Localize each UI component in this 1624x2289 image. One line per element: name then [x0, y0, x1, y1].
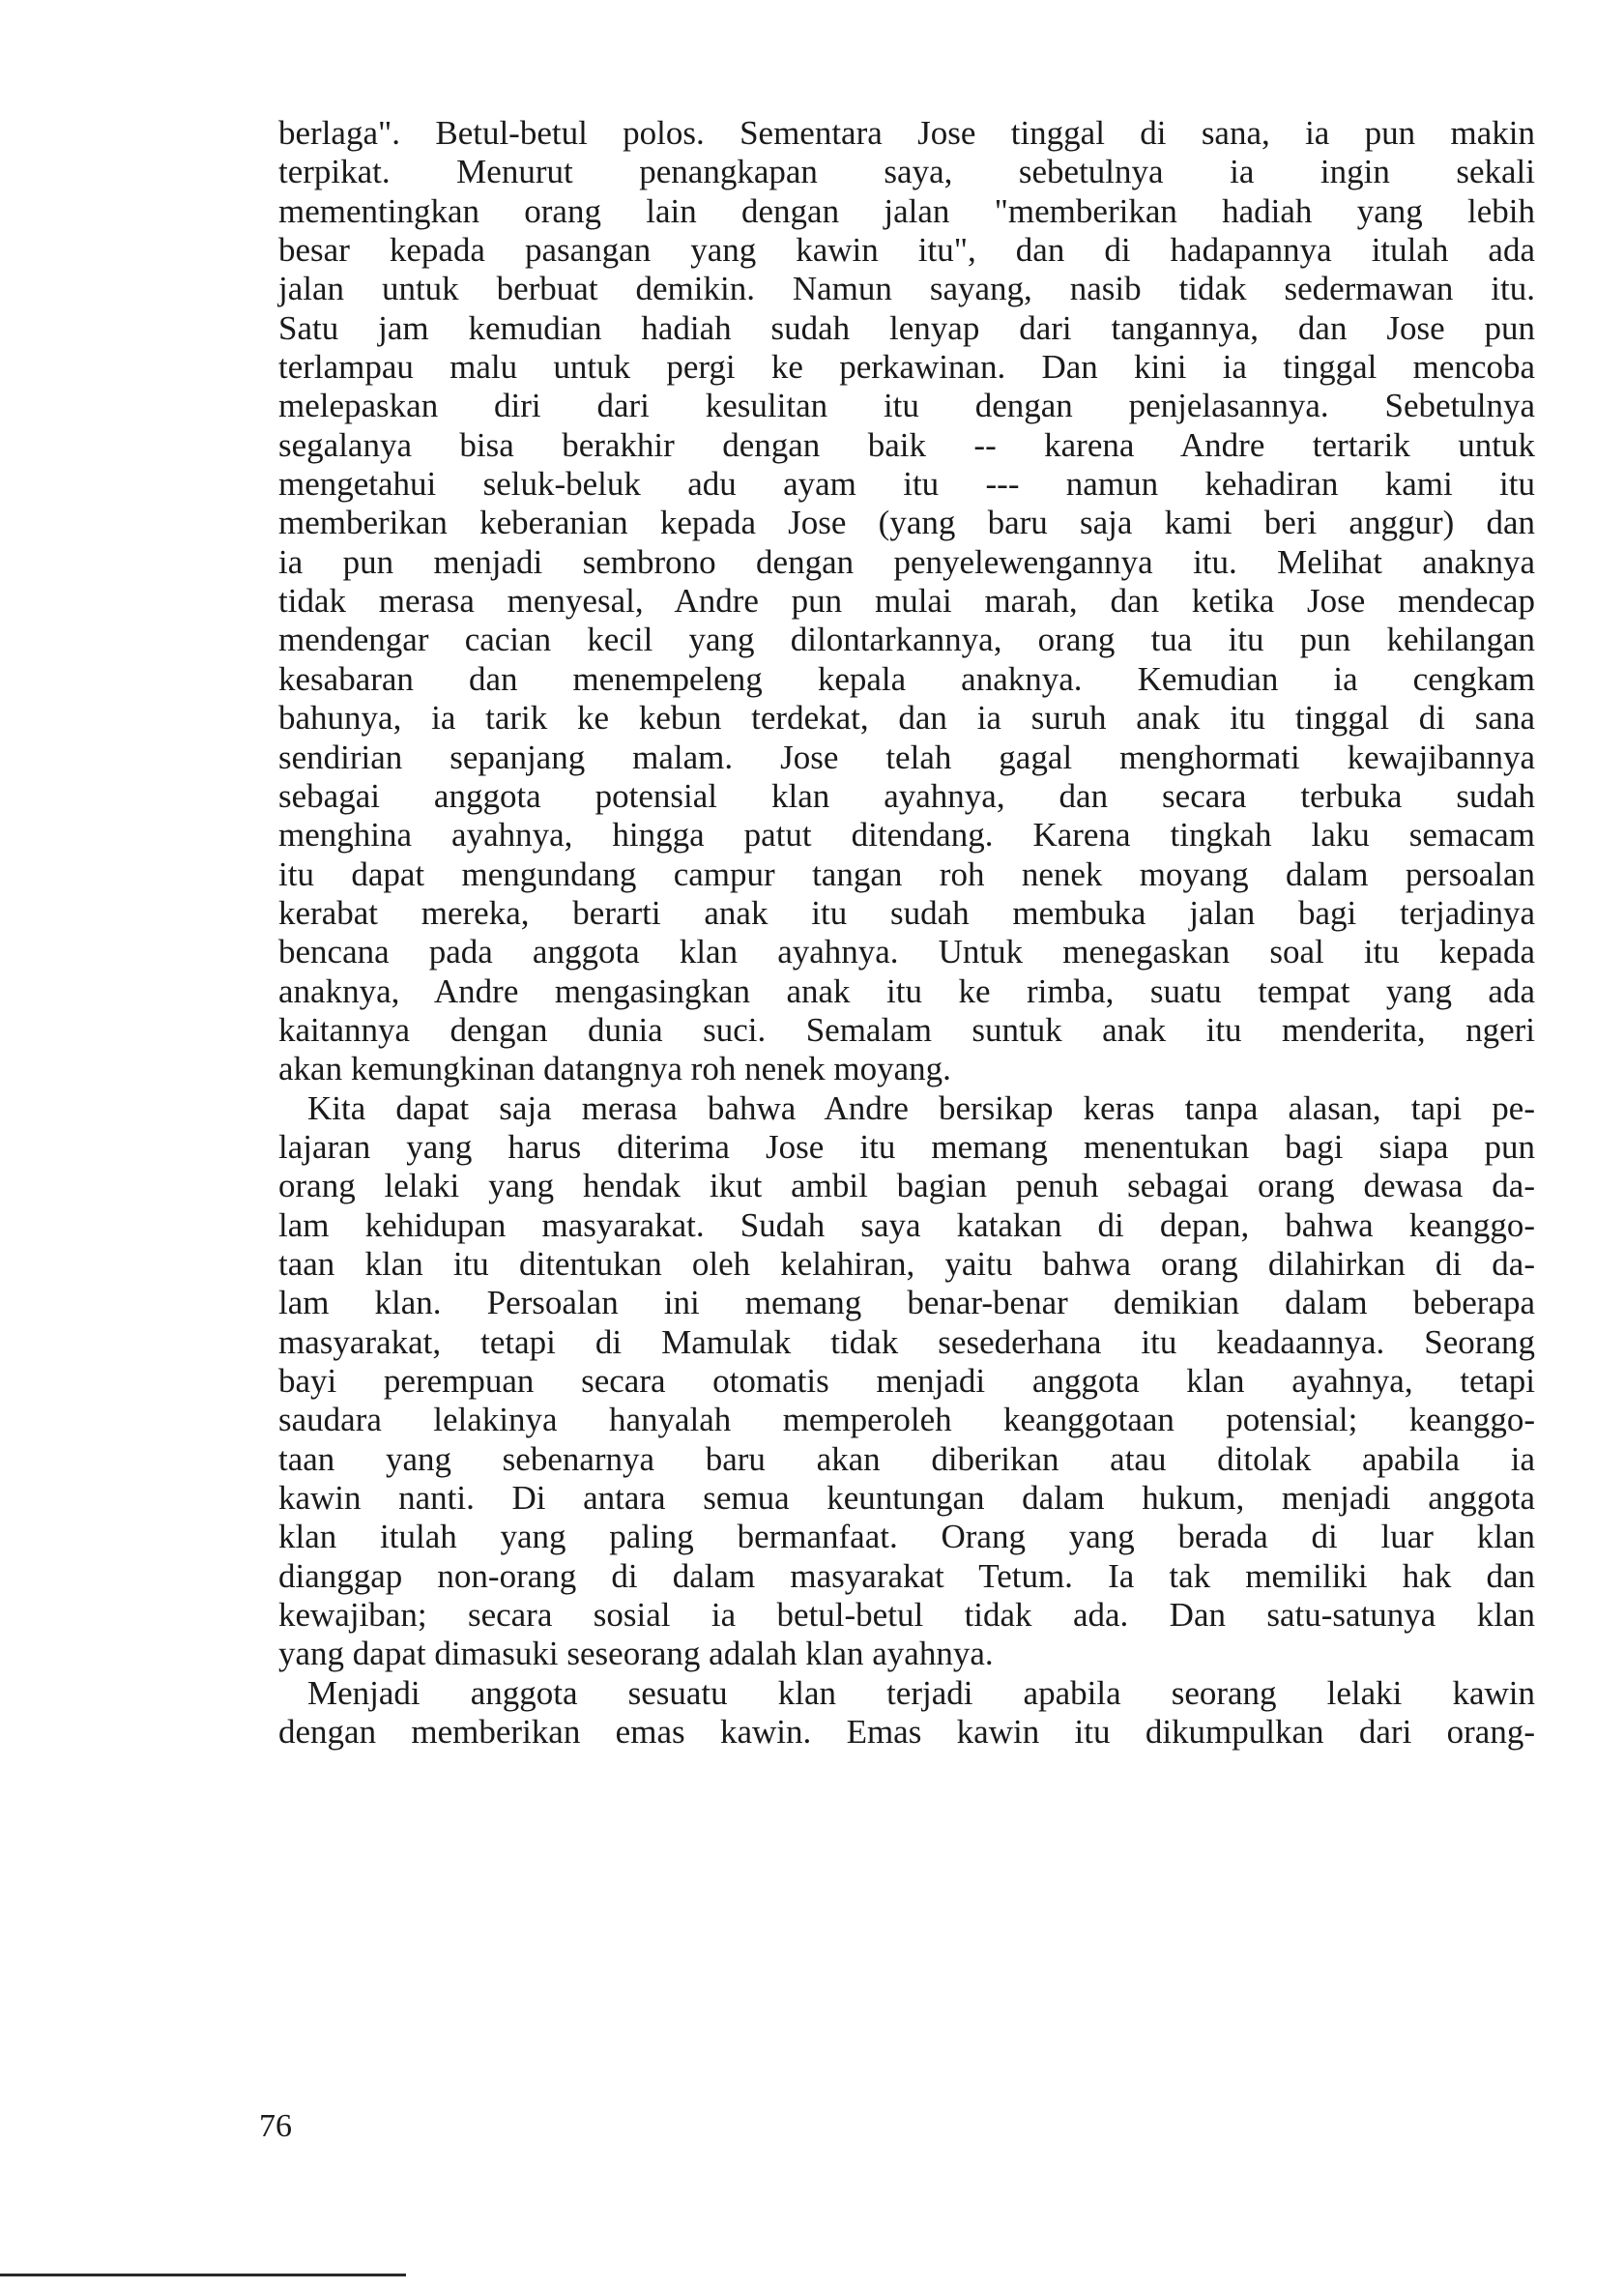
text-line: menghina ayahnya, hingga patut ditendang. Karena tingkah laku semacam — [278, 816, 1535, 855]
text-line: sebagai anggota potensial klan ayahnya, dan secara terbuka sudah — [278, 776, 1535, 815]
text-line: melepaskan diri dari kesulitan itu dengan penjelasannya. Sebetulnya — [278, 387, 1535, 425]
text-line: yang dapat dimasuki seseorang adalah klan ayahnya. — [278, 1635, 994, 1673]
text-line: kerabat mereka, berarti anak itu sudah membuka jalan bagi terjadinya — [278, 893, 1535, 932]
text-line: berlaga". Betul-betul polos. Sementara Jose tinggal di sana, ia pun makin — [278, 114, 1535, 152]
text-line: lam klan. Persoalan ini memang benar-benar demikian dalam beberapa — [278, 1284, 1535, 1322]
text-line: kewajiban; secara sosial ia betul-betul tidak ada. Dan satu-satunya klan — [278, 1596, 1535, 1635]
text-line: segalanya bisa berakhir dengan baik -- karena Andre tertarik untuk — [278, 425, 1535, 464]
text-line: kaitannya dengan dunia suci. Semalam suntuk anak itu menderita, ngeri — [278, 1010, 1535, 1049]
text-line: Satu jam kemudian hadiah sudah lenyap dari tangannya, dan Jose pun — [278, 308, 1535, 347]
text-line: kesabaran dan menempeleng kepala anaknya. Kemudian ia cengkam — [278, 659, 1535, 698]
text-line: itu dapat mengundang campur tangan roh nenek moyang dalam persoalan — [278, 855, 1535, 893]
text-line: taan klan itu ditentukan oleh kelahiran, yaitu bahwa orang dilahirkan di da- — [278, 1244, 1535, 1283]
text-line: mengetahui seluk-beluk adu ayam itu --- namun kehadiran kami itu — [278, 465, 1535, 504]
body-text — [278, 114, 1535, 1752]
text-line: orang lelaki yang hendak ikut ambil bagian penuh sebagai orang dewasa da- — [278, 1167, 1535, 1205]
page-number: 76 — [259, 2108, 292, 2144]
text-line: ia pun menjadi sembrono dengan penyelewengannya itu. Melihat anaknya — [278, 542, 1535, 581]
text-line: terlampau malu untuk pergi ke perkawinan. Dan kini ia tinggal mencoba — [278, 348, 1535, 387]
text-line: taan yang sebenarnya baru akan diberikan atau ditolak apabila ia — [278, 1439, 1535, 1478]
scan-edge-rule — [0, 2274, 406, 2276]
text-line: mementingkan orang lain dengan jalan "memberikan hadiah yang lebih — [278, 191, 1535, 230]
text-line: terpikat. Menurut penangkapan saya, sebetulnya ia ingin sekali — [278, 153, 1535, 191]
text-line: masyarakat, tetapi di Mamulak tidak sesederhana itu keadaannya. Seorang — [278, 1322, 1535, 1361]
text-line: lajaran yang harus diterima Jose itu memang menentukan bagi siapa pun — [278, 1127, 1535, 1166]
text-line: bayi perempuan secara otomatis menjadi anggota klan ayahnya, tetapi — [278, 1362, 1535, 1400]
text-line: jalan untuk berbuat demikin. Namun sayang, nasib tidak sedermawan itu. — [278, 270, 1535, 308]
text-line: besar kepada pasangan yang kawin itu", dan di hadapannya itulah ada — [278, 231, 1535, 270]
text-line: anaknya, Andre mengasingkan anak itu ke rimba, suatu tempat yang ada — [278, 971, 1535, 1010]
text-line: mendengar cacian kecil yang dilontarkannya, orang tua itu pun kehilangan — [278, 621, 1535, 659]
text-line: tidak merasa menyesal, Andre pun mulai marah, dan ketika Jose mendecap — [278, 582, 1535, 621]
text-line: memberikan keberanian kepada Jose (yang baru saja kami beri anggur) dan — [278, 504, 1535, 542]
text-line: dianggap non-orang di dalam masyarakat Tetum. Ia tak memiliki hak dan — [278, 1556, 1535, 1595]
text-line: saudara lelakinya hanyalah memperoleh keanggotaan potensial; keanggo- — [278, 1401, 1535, 1439]
text-line: Kita dapat saja merasa bahwa Andre bersikap keras tanpa alasan, tapi pe- — [307, 1088, 1535, 1127]
text-line: kawin nanti. Di antara semua keuntungan dalam hukum, menjadi anggota — [278, 1479, 1535, 1518]
text-line: dengan memberikan emas kawin. Emas kawin itu dikumpulkan dari orang- — [278, 1713, 1535, 1752]
text-line: lam kehidupan masyarakat. Sudah saya katakan di depan, bahwa keanggo- — [278, 1205, 1535, 1244]
text-line: bencana pada anggota klan ayahnya. Untuk menegaskan soal itu kepada — [278, 933, 1535, 971]
text-line: sendirian sepanjang malam. Jose telah gagal menghormati kewajibannya — [278, 738, 1535, 776]
text-line: bahunya, ia tarik ke kebun terdekat, dan ia suruh anak itu tinggal di sana — [278, 699, 1535, 738]
text-line: klan itulah yang paling bermanfaat. Orang yang berada di luar klan — [278, 1518, 1535, 1556]
text-line: akan kemungkinan datangnya roh nenek moyang. — [278, 1050, 951, 1088]
text-line: Menjadi anggota sesuatu klan terjadi apabila seorang lelaki kawin — [307, 1673, 1535, 1712]
